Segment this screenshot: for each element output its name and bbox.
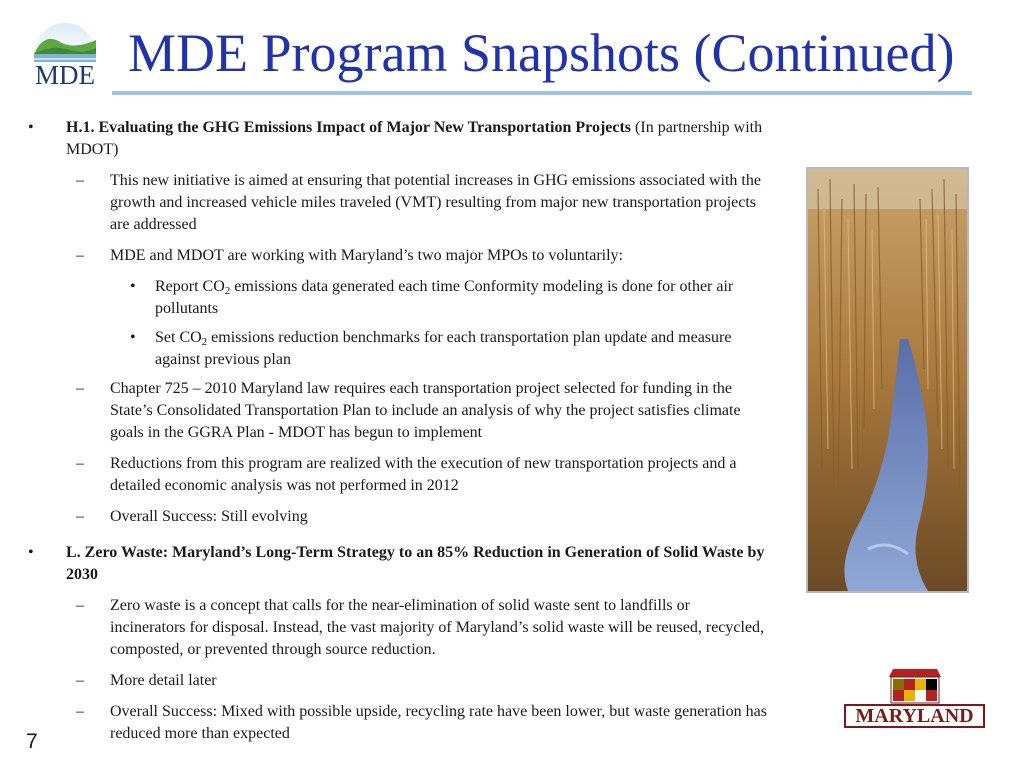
list-item: [28, 170, 768, 236]
page-title: MDE Program Snapshots (Continued): [128, 23, 955, 83]
list-item: [28, 701, 768, 745]
dash-marker: –: [76, 703, 84, 720]
dash-marker: –: [76, 172, 84, 189]
dash-marker: –: [76, 508, 84, 525]
sub-item-text-post: emissions data generated each time Conformity modeling is done for other air pollutants: [155, 278, 734, 317]
maryland-logo-text: MARYLAND: [855, 705, 974, 727]
list-item-text: More detail later: [110, 672, 217, 689]
dash-marker: –: [76, 672, 84, 689]
sub-item-text-pre: Set CO: [155, 329, 202, 346]
sub-bullet: •: [130, 329, 136, 346]
maryland-logo: [843, 665, 986, 729]
sub-item-text-pre: Report CO: [155, 278, 225, 295]
dash-marker: –: [76, 380, 84, 397]
section-heading: H.1. Evaluating the GHG Emissions Impact of Major New Transportation Projects: [66, 119, 632, 136]
section-heading: L. Zero Waste: Maryland’s Long-Term Strategy to an 85% Reduction in Generation of Solid Waste by 2030: [66, 544, 765, 583]
dash-marker: –: [76, 247, 84, 264]
list-item-text: Overall Success: Still evolving: [110, 508, 308, 525]
mde-logo-text: MDE: [35, 60, 95, 90]
section-h1: [28, 117, 768, 161]
mde-logo: [30, 14, 100, 94]
section-bullet: •: [28, 119, 34, 136]
list-item: [28, 595, 768, 661]
section-bullet: •: [28, 544, 34, 561]
list-item: [28, 245, 768, 267]
title-divider: [112, 91, 972, 95]
marsh-photo-icon: [808, 169, 967, 591]
list-item: [28, 453, 768, 497]
dash-marker: –: [76, 455, 84, 472]
list-item-text: Chapter 725 – 2010 Maryland law requires each transportation project selected for funding in the State’s Consolidated Transportation Plan to include an analysis of why the project satisfies climate goals in the GGRA Plan - MDOT has begun to implement: [110, 380, 741, 441]
dash-marker: –: [76, 597, 84, 614]
list-item-text: Overall Success: Mixed with possible upside, recycling rate have been lower, but waste generation has reduced more than expected: [110, 703, 767, 742]
list-item-text: MDE and MDOT are working with Maryland’s two major MPOs to voluntarily:: [110, 247, 623, 264]
list-item-text: Zero waste is a concept that calls for the near-elimination of solid waste sent to landfills or incinerators for disposal. Instead, the vast majority of Maryland’s solid waste will be reused, recycled, composted, or prevented through source reduction.: [110, 597, 765, 658]
list-item: [28, 378, 768, 444]
list-item: [28, 670, 768, 692]
section-l: [28, 542, 768, 586]
marsh-stream-photo: [806, 167, 969, 593]
sub-list-item: [28, 276, 768, 320]
sub-bullet: •: [130, 278, 136, 295]
list-item-text: This new initiative is aimed at ensuring that potential increases in GHG emissions associated with the growth and increased vehicle miles traveled (VMT) resulting from major new transportation projects are addressed: [110, 172, 761, 233]
sub-item-text-post: emissions reduction benchmarks for each transportation plan update and measure against previous plan: [155, 329, 732, 368]
section-heading-suffix: (In partnership with MDOT): [66, 119, 763, 158]
mde-hills-icon: [30, 14, 100, 64]
slide-number: 7: [26, 730, 38, 753]
sub-list-item: [28, 327, 768, 371]
subscript: 2: [224, 285, 231, 297]
list-item: [28, 506, 768, 528]
slide-content: [28, 117, 768, 754]
list-item-text: Reductions from this program are realized with the execution of new transportation projects and a detailed economic analysis was not performed in 2012: [110, 455, 737, 494]
subscript: 2: [201, 336, 208, 348]
